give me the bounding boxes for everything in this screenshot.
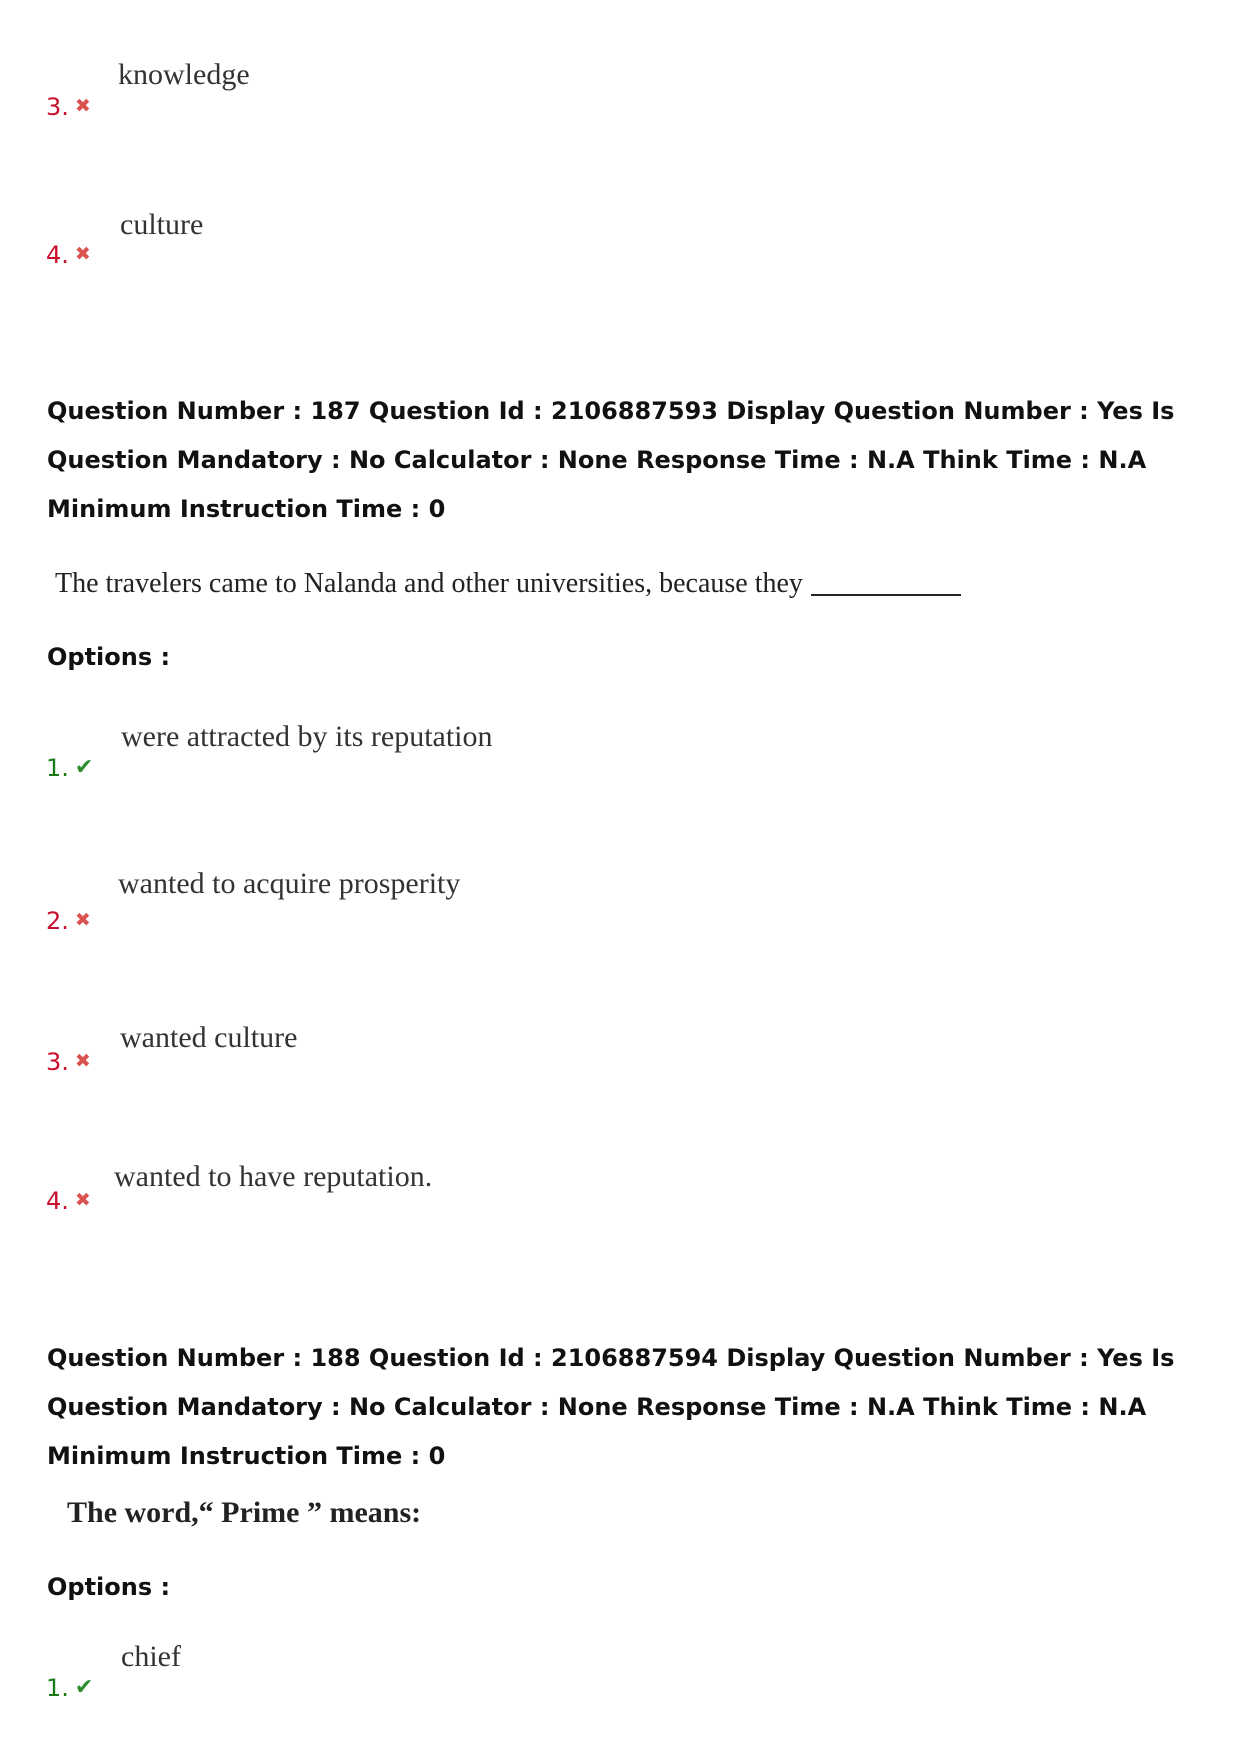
answer-blank — [811, 568, 961, 596]
option-text: wanted to have reputation. — [114, 1160, 433, 1193]
option-text: wanted to acquire prosperity — [118, 867, 461, 900]
option-text: culture — [120, 208, 204, 241]
option-number: 1. ✔ — [46, 1674, 94, 1702]
cross-icon: ✖ — [74, 243, 91, 265]
option-text: chief — [121, 1640, 181, 1673]
cross-icon: ✖ — [74, 1189, 91, 1211]
check-icon: ✔ — [74, 1675, 94, 1700]
option-text: wanted culture — [120, 1021, 298, 1054]
cross-icon: ✖ — [74, 1050, 91, 1072]
check-icon: ✔ — [74, 755, 94, 780]
options-label: Options : — [47, 1573, 171, 1601]
option-number: 4. ✖ — [46, 241, 91, 269]
question-meta: Question Number : 188 Question Id : 2106887594 Display Question Number : Yes Is Question Mandatory : No Calculator : None Response Time : N.A Think Time : N.A Minimum Instruction Time : 0 — [47, 1344, 1175, 1470]
option-number: 3. ✖ — [46, 93, 91, 121]
question-stem: The word,“ Prime ” means: — [67, 1496, 422, 1529]
option-number: 2. ✖ — [46, 907, 91, 935]
cross-icon: ✖ — [74, 909, 91, 931]
options-label: Options : — [47, 643, 171, 671]
cross-icon: ✖ — [74, 95, 91, 117]
option-text: were attracted by its reputation — [121, 720, 493, 753]
option-number: 4. ✖ — [46, 1187, 91, 1215]
question-stem: The travelers came to Nalanda and other universities, because they — [55, 568, 961, 600]
option-text: knowledge — [118, 58, 250, 91]
option-number: 3. ✖ — [46, 1048, 91, 1076]
question-meta: Question Number : 187 Question Id : 2106887593 Display Question Number : Yes Is Question Mandatory : No Calculator : None Response Time : N.A Think Time : N.A Minimum Instruction Time : 0 — [47, 397, 1175, 523]
option-number: 1. ✔ — [46, 754, 94, 782]
